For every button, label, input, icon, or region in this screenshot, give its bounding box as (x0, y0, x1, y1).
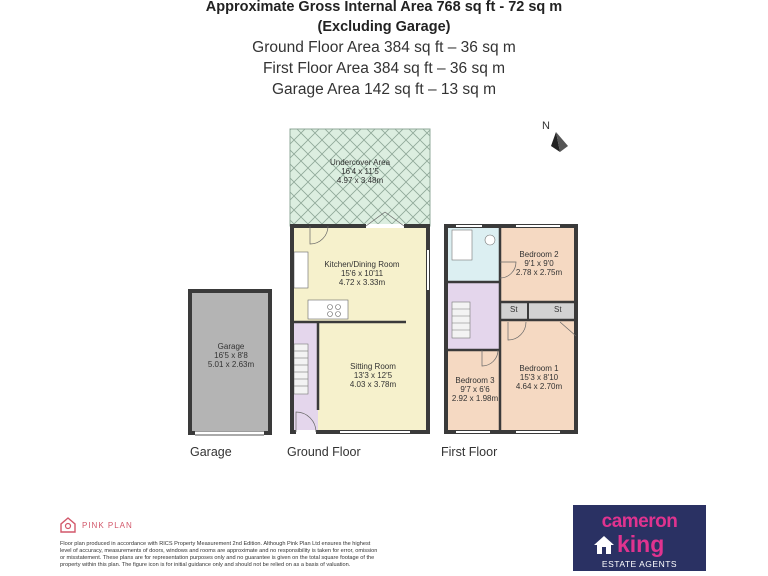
agent-tagline: ESTATE AGENTS (601, 559, 678, 569)
sitting-label: Sitting Room 13'3 x 12'5 4.03 x 3.78m (349, 362, 397, 389)
garage-label: Garage 16'5 x 8'8 5.01 x 2.63m (207, 342, 255, 369)
pink-plan-logo-icon (60, 517, 76, 533)
store-1-label: St (510, 305, 518, 314)
compass-north-label: N (542, 120, 550, 132)
ground-floor-label: Ground Floor (287, 445, 361, 459)
undercover-label: Undercover Area 16'4 x 11'5 4.97 x 3.48m (330, 158, 391, 185)
bedroom-2-label: Bedroom 2 9'1 x 9'0 2.78 x 2.75m (515, 250, 563, 277)
pink-plan-brand (60, 517, 133, 533)
bedroom-1-label: Bedroom 1 15'3 x 8'10 4.64 x 2.70m (515, 364, 563, 391)
disclaimer-line-4: property within this plan. The figure icon is for initial guidance only and should not be relied on as a basis of valuation. (60, 562, 351, 568)
ground-floor-area: Ground Floor Area 384 sq ft – 36 sq m (252, 39, 516, 56)
disclaimer-line-3: or misstatement. These plans are for representation purposes only and no guarantee is given on the total square footage of the (60, 555, 375, 561)
house-icon (593, 535, 615, 555)
disclaimer-line-2: level of accuracy, measurements of doors, windows and rooms are approximate and no responsibility is taken for error, omission (60, 548, 378, 554)
agent-logo (573, 505, 706, 571)
kitchen-label: Kitchen/Dining Room 15'6 x 10'11 4.72 x 3.33m (324, 260, 400, 287)
first-stairs (452, 302, 470, 338)
ground-stairs (294, 344, 308, 394)
title-excluding-garage: (Excluding Garage) (317, 19, 451, 35)
first-floor-area: First Floor Area 384 sq ft – 36 sq m (262, 60, 506, 77)
north-arrow-icon (551, 132, 568, 152)
store-2 (528, 302, 576, 320)
garage-area: Garage Area 142 sq ft – 13 sq m (271, 81, 497, 98)
garage-floor-label: Garage (190, 445, 232, 459)
first-floor-label: First Floor (441, 445, 498, 459)
title-gross-area: Approximate Gross Internal Area 768 sq ft - 72 sq m (205, 0, 563, 15)
store-2-label: St (554, 305, 562, 314)
bedroom-3-label: Bedroom 3 9'7 x 6'6 2.92 x 1.98m (451, 376, 499, 403)
agent-name-line-2: king (617, 531, 665, 557)
disclaimer-line-1: Floor plan produced in accordance with RICS Property Measurement 2nd Edition. Although Pink Plan Ltd ensures the highest (60, 541, 371, 547)
kitchen-worktop (294, 252, 308, 288)
kitchen-counter (308, 300, 348, 319)
agent-name-line-1: cameron (601, 511, 678, 532)
pink-plan-name: PINK PLAN (82, 520, 133, 530)
